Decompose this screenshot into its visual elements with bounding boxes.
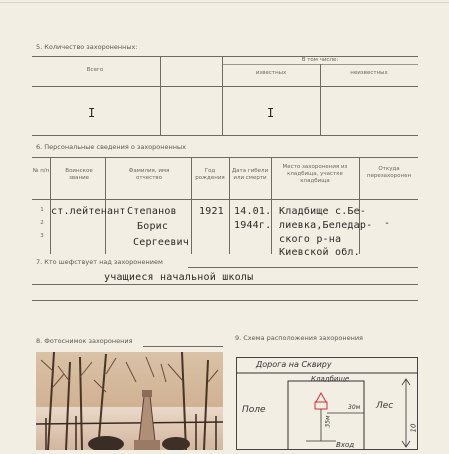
row-num-3: 3 — [40, 233, 44, 239]
dist-10-label: 10 — [409, 423, 418, 433]
section7-line-3 — [32, 300, 418, 301]
cemetery-label: Кладбище — [311, 375, 350, 383]
patron-value: учащиеся начальной школы — [104, 272, 254, 283]
place-line-1: Кладбище с.Бе- — [279, 206, 367, 217]
row-num-1: 1 — [40, 207, 44, 213]
dist-35-label: 35м — [324, 415, 332, 428]
rank-value: ст.лейтенант — [51, 206, 126, 217]
section8-line — [143, 346, 223, 347]
year-value: 1921 — [199, 206, 224, 217]
col-unknown-header: неизвестных — [350, 70, 388, 76]
entrance-label: Вход — [336, 441, 355, 449]
name-line-1: Степанов — [127, 206, 177, 217]
page-edge — [0, 2, 449, 3]
total-value: I — [88, 106, 96, 120]
road-label: Дорога на Сквиру — [256, 360, 332, 369]
name-line-3: Сергеевич — [133, 237, 189, 248]
col-incl-header: В том числе: — [301, 57, 339, 63]
grave-photo — [36, 352, 223, 450]
header-year: Год рождения — [195, 168, 225, 181]
known-value: I — [267, 106, 275, 120]
header-date: Дата гибели или смерти — [231, 168, 269, 181]
header-name: Фамилия, имя отчество — [128, 168, 170, 181]
place-line-2: лиевка,Беледар- — [279, 220, 373, 231]
header-num: № п/п — [32, 168, 50, 174]
date-line-2: 1944г. — [234, 220, 272, 231]
section7-title: 7. Кто шефствует над захоронением — [36, 258, 163, 266]
col-total-header: Всего — [86, 67, 104, 73]
field-label: Поле — [242, 405, 266, 415]
header-place: Место захоронения из кладбища, участке кладбища — [282, 164, 348, 184]
section9-title: 9. Схема расположения захоронения — [235, 334, 363, 342]
section6-title: 6. Персональные сведения о захороненных — [36, 143, 186, 151]
name-line-2: Борис — [137, 221, 169, 232]
section5-title: 5. Количество захороненных: — [36, 43, 138, 51]
place-line-3: ского р-на — [279, 234, 342, 245]
header-rank: Воинское звание — [65, 168, 93, 181]
row-num-2: 2 — [40, 220, 44, 226]
date-line-1: 14.01. — [234, 206, 272, 217]
dist-30-label: 30м — [348, 404, 361, 411]
section7-line-2 — [32, 284, 418, 285]
place-line-4: Киевской обл. — [279, 247, 360, 258]
forest-label: Лес — [376, 401, 394, 411]
section7-line-1 — [188, 267, 418, 268]
col-known-header: известных — [255, 70, 287, 76]
header-from: Откуда перезахоронен — [366, 166, 412, 179]
from-value: - — [384, 218, 391, 229]
section8-title: 8. Фотоснимок захоронения — [36, 337, 133, 345]
